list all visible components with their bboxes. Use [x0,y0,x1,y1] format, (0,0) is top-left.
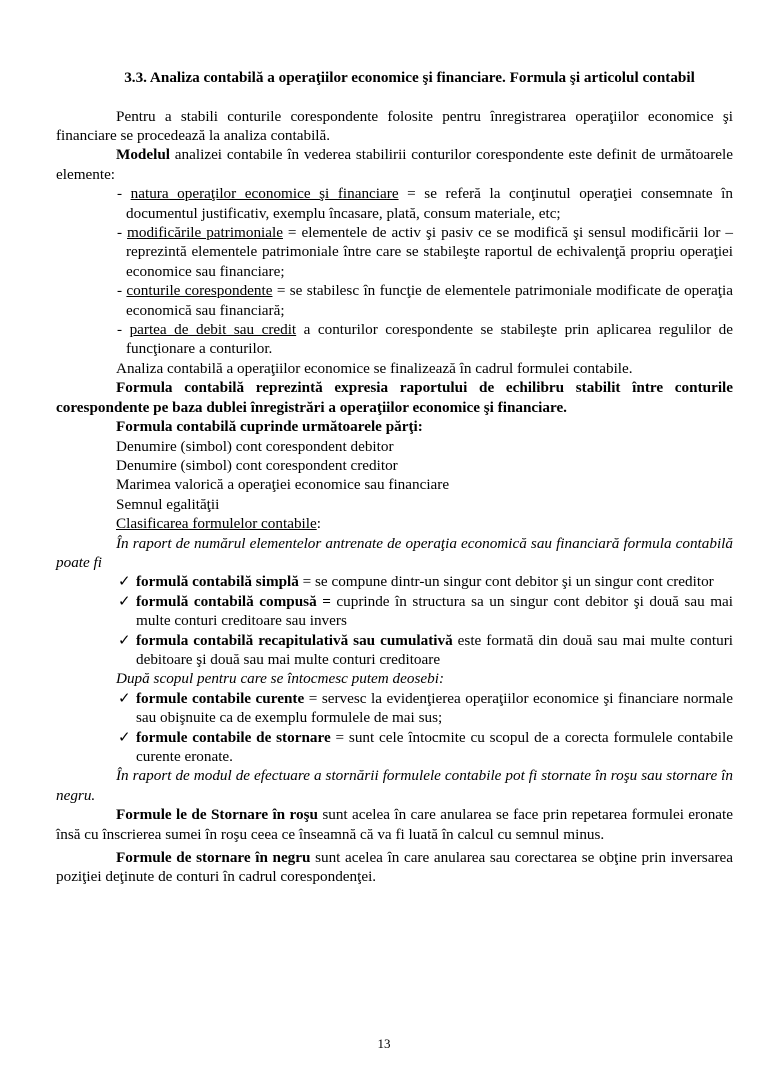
dash-term: natura operaţilor economice şi financiare [130,185,399,203]
red-storno-text: sunt acelea în care anularea se face prin repetarea formulei eronate însă cu înscrierea sumei în roşu ceea ce înseamnă că va fi luată în calcul cu semnul minus. [56,806,733,843]
italic-intro-storno-text: În raport de modul de efectuare a stornării formulele contabile pot fi stornate în roşu sau stornare în negru. [56,767,733,804]
classification-text: Clasificarea formulelor contabile [116,515,317,533]
dash-item: - natura operaţilor economice şi financiare = se referă la conţinutul operaţiei consemnate în documentul justificativ, exemplu încasare, plată, consum materiale, etc; [117,185,733,222]
dash-text: a conturilor corespondente se stabileşte prin aplicarea regulilor de funcţionare a conturilor. [126,321,733,358]
parts-heading-text: Formula contabilă cuprinde următoarele părţi: [116,418,423,436]
dash-term: partea de debit sau credit [129,321,297,339]
dash-item: - modificările patrimoniale = elementele de activ şi pasiv ce se modifică şi sensul modificării lor – reprezintă elementele patrimoniale între care se stabileşte raportul de echivalenţă propriu operaţiei economice sau financiare; [117,224,733,280]
section-title: 3.3. Analiza contabilă a operaţiilor economice şi financiare. Formula şi articolul contabil [124,69,695,86]
check-term: formula contabilă recapitulativă sau cumulativă [136,631,453,649]
part-item: Denumire (simbol) cont corespondent debitor [116,437,394,455]
check-term: formule contabile de stornare [136,728,331,746]
dash-text: = se referă la conţinutul operaţiei consemnate în documentul justificativ, exemplu încasare, plată, consum materiale, etc; [126,185,733,222]
check-item [118,631,733,670]
formula-definition-text: Formula contabilă reprezintă expresia raportului de echilibru stabilit între conturile corespondente pe baza dublei înregistrări a operaţiilor economice şi financiare. [56,379,733,416]
check-text: = se compune dintr-un singur cont debitor şi un singur cont creditor [298,573,714,591]
classification-heading [116,514,733,533]
black-storno-text: sunt acelea în care anularea sau corectarea se obţine prin inversarea poziţiei deţinute de conturi în cadrul corespondenţei. [56,849,733,886]
part-item: Marimea valorică a operaţiei economice sau financiare [116,476,450,494]
black-storno-paragraph [56,848,733,887]
dash-item: - conturile corespondente = se stabilesc în funcţie de elementele patrimoniale modificate de operaţia economică sau financiară; [117,282,733,319]
check-icon: ✓ [118,592,131,610]
dash-term: conturile corespondente [126,282,273,300]
check-icon: ✓ [118,689,131,707]
analysis-paragraph: Analiza contabilă a operaţiilor economice se finalizează în cadrul formulei contabile. [116,359,633,377]
check-item [118,572,733,591]
dash-term: modificările patrimoniale [127,224,283,242]
check-term: formule contabile curente [136,689,305,707]
model-text: analizei contabile în vederea stabilirii conturilor corespondente este definit de următoarele elemente: [56,146,733,183]
italic-intro-storno [56,766,733,805]
check-text: = sunt cele întocmite cu scopul de a corecta formulele contabile curente eronate. [136,728,733,765]
check-item [118,728,733,767]
part-item: Denumire (simbol) cont corespondent creditor [116,456,398,474]
intro-paragraph: Pentru a stabili conturile corespondente folosite pentru înregistrarea operaţiilor economice şi financiare se procedează la analiza contabilă. [56,107,733,144]
black-storno-term: Formule de stornare în negru [116,849,311,867]
check-text: = servesc la evidenţierea operaţiilor economice şi financiare normale sau obişnuite ca de exemplu formulele de mai sus; [136,689,733,727]
italic-intro-number-text: În raport de numărul elementelor antrenate de operaţia economică sau financiară formula contabilă poate fi [56,534,733,571]
italic-intro-purpose [116,669,733,688]
dash-text: = se stabilesc în funcţie de elementele patrimoniale modificate de operaţia economică sau financiară; [126,282,733,319]
parts-heading [116,417,733,436]
red-storno-paragraph [56,805,733,844]
document-page [56,68,733,887]
check-item [118,689,733,728]
part-item: Semnul egalităţii [116,495,220,513]
model-bold: Modelul [116,146,171,164]
page-number: 13 [377,1036,391,1051]
check-item [118,592,733,631]
check-term: formulă contabilă simplă [136,573,299,591]
red-storno-term: Formule le de Stornare în roşu [116,806,318,824]
italic-intro-number [56,534,733,573]
check-text: cuprinde în structura sa un singur cont debitor şi două sau mai multe conturi creditoare sau invers [136,592,733,630]
check-icon: ✓ [118,728,131,746]
model-paragraph [56,145,733,184]
dash-item: - partea de debit sau credit a conturilor corespondente se stabileşte prin aplicarea regulilor de funcţionare a conturilor. [117,321,733,358]
check-text: este formată din două sau mai multe conturi debitoare şi două sau mai multe conturi creditoare [136,631,733,668]
italic-intro-purpose-text: După scopul pentru care se întocmesc putem deosebi: [116,670,444,688]
dash-text: = elementele de activ şi pasiv ce se modifică şi sensul modificării lor – reprezintă elementele patrimoniale între care se stabileşte raportul de echivalenţă propriu operaţiei economice sau financiare; [126,224,733,280]
formula-definition [56,378,733,417]
check-icon: ✓ [118,573,131,591]
classification-colon: : [316,515,321,533]
check-term: formulă contabilă compusă = [136,592,331,610]
check-icon: ✓ [118,631,131,649]
